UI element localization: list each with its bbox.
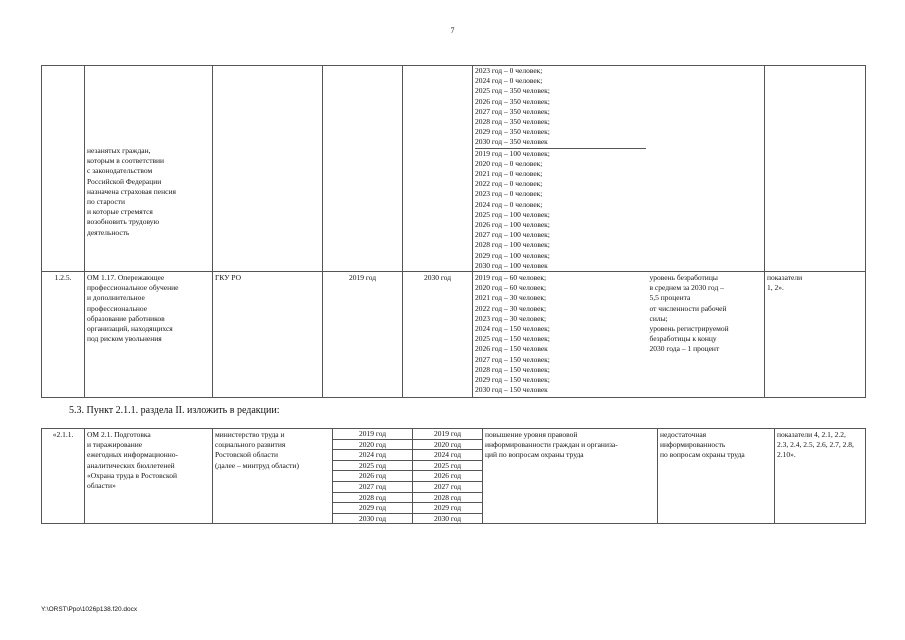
- text-line: уровень регистрируемой: [649, 324, 729, 334]
- text-line: 2027 год – 150 человек;: [475, 354, 550, 364]
- cell-executor: ГКУ РО: [213, 272, 323, 397]
- text-line: 2023 год – 0 человек;: [475, 66, 543, 75]
- text-line: незанятых граждан,: [87, 146, 151, 155]
- text-line: с законодательством: [87, 166, 153, 176]
- values-top: [475, 66, 646, 149]
- year-line: 2019 год: [413, 429, 482, 440]
- text-line: профессиональное: [87, 303, 148, 313]
- text-line: ОМ 2.1. Подготовка: [87, 430, 151, 439]
- cell-indicators: [765, 66, 866, 272]
- text-line: показатели: [767, 273, 803, 283]
- text-line: и тиражирование: [87, 440, 143, 450]
- cell-num: [42, 66, 85, 272]
- text-line: ежегодных информационно-: [87, 450, 179, 460]
- text-line: под риском увольнения: [87, 334, 162, 344]
- text-line: образование работников: [87, 313, 165, 323]
- cell-start-years: [333, 429, 413, 524]
- year-line: 2026 год: [333, 471, 412, 482]
- text-line: 2021 год – 30 человек;: [475, 293, 547, 303]
- text-line: аналитических бюллетеней: [87, 460, 175, 470]
- text-line: деятельность: [87, 227, 130, 237]
- text-line: ций по вопросам охраны труда: [485, 450, 584, 460]
- cell-end: [403, 66, 473, 272]
- year-line: 2026 год: [413, 471, 482, 482]
- year-line: 2029 год: [333, 503, 412, 514]
- year-line: 2020 год: [413, 440, 482, 451]
- text-line: 2019 год – 60 человек;: [475, 273, 547, 283]
- text-line: Ростовской области: [215, 450, 278, 460]
- year-line: 2027 год: [413, 482, 482, 493]
- text-line: уровень безработицы: [649, 273, 718, 283]
- text-line: по старости: [87, 197, 125, 207]
- cell-start: 2019 год: [323, 272, 403, 397]
- cell-indicators: [775, 429, 866, 524]
- text-line: которым в соответствии: [87, 156, 165, 166]
- cell-num: «2.1.1.: [42, 429, 85, 524]
- text-line: 2.3, 2.4, 2.5, 2.6, 2.7, 2.8,: [777, 440, 854, 450]
- text-line: в среднем за 2030 год –: [649, 283, 724, 293]
- text-line: назначена страховая пенсия: [87, 186, 176, 196]
- text-line: 2027 год – 350 человек;: [475, 106, 550, 116]
- text-line: 2024 год – 150 человек;: [475, 324, 550, 334]
- text-line: и которые стремятся: [87, 207, 153, 217]
- text-line: 2030 год – 350 человек: [475, 137, 548, 147]
- text-line: Российской Федерации: [87, 176, 162, 186]
- text-line: 2030 год – 100 человек: [475, 260, 548, 270]
- text-line: 2026 год – 100 человек;: [475, 220, 550, 230]
- text-line: показатели 4, 2.1, 2.2,: [777, 430, 846, 439]
- text-line: 2020 год – 60 человек;: [475, 283, 547, 293]
- year-line: 2020 год: [333, 440, 412, 451]
- cell-start: [323, 66, 403, 272]
- text-line: 2023 год – 0 человек;: [475, 189, 543, 199]
- text-line: 2026 год – 350 человек;: [475, 96, 550, 106]
- text-line: 2024 год – 0 человек;: [475, 76, 543, 86]
- text-line: и дополнительное: [87, 293, 145, 303]
- text-line: профессиональное обучение: [87, 283, 179, 293]
- text-line: по вопросам охраны труда: [660, 450, 745, 460]
- year-line: 2030 год: [433, 513, 462, 523]
- text-line: 2025 год – 350 человек;: [475, 86, 550, 96]
- text-line: повышение уровня правовой: [485, 430, 578, 439]
- text-line: 2.10».: [777, 450, 796, 460]
- text-line: 2029 год – 100 человек;: [475, 250, 550, 260]
- cell-executor: [213, 429, 333, 524]
- text-line: ОМ 1.17. Опережающее: [87, 273, 165, 283]
- text-line: 2028 год – 350 человек;: [475, 117, 550, 127]
- measures-table-new: [41, 428, 866, 524]
- year-line: 2024 год: [413, 450, 482, 461]
- measures-table-continued: [41, 65, 866, 398]
- text-line: 2029 год – 350 человек;: [475, 127, 550, 137]
- text-line: «Охрана труда в Ростовской: [87, 470, 177, 480]
- cell-end-years: [413, 429, 483, 524]
- year-line: 2025 год: [413, 461, 482, 472]
- cell-result: [648, 272, 765, 397]
- year-line: 2027 год: [333, 482, 412, 493]
- text-line: (далее – минтруд области): [215, 460, 299, 470]
- text-line: информированность: [660, 440, 726, 450]
- cell-name: [85, 429, 213, 524]
- cell-values: [473, 272, 648, 397]
- year-line: 2028 год: [333, 493, 412, 504]
- table-row: [42, 272, 866, 397]
- text-line: 2024 год – 0 человек;: [475, 199, 543, 209]
- text-line: 2025 год – 100 человек;: [475, 209, 550, 219]
- text-line: 2028 год – 100 человек;: [475, 240, 550, 250]
- cell-values: [473, 66, 765, 272]
- text-line: 1, 2».: [767, 283, 784, 293]
- text-line: 2026 год – 150 человек: [475, 344, 548, 354]
- cell-subject: [85, 66, 213, 272]
- text-line: 2022 год – 0 человек;: [475, 179, 543, 189]
- text-line: 2029 год – 150 человек;: [475, 375, 550, 385]
- text-line: возобновить трудовую: [87, 217, 160, 227]
- text-line: 2027 год – 100 человек;: [475, 230, 550, 240]
- year-line: 2030 год: [358, 513, 387, 523]
- text-line: 2030 год – 150 человек: [475, 385, 548, 395]
- text-line: 5,5 процента: [649, 293, 691, 303]
- text-line: 2023 год – 30 человек;: [475, 313, 547, 323]
- text-line: 2020 год – 0 человек;: [475, 158, 543, 168]
- cell-consequence: [658, 429, 775, 524]
- year-line: 2029 год: [413, 503, 482, 514]
- year-line: 2028 год: [413, 493, 482, 504]
- text-line: 2019 год – 100 человек;: [475, 148, 550, 158]
- table-row: [42, 66, 866, 272]
- text-line: информированности граждан и организа-: [485, 440, 618, 450]
- text-line: области»: [87, 481, 116, 491]
- file-path-footer: Y:\ORST\Ppo\1026p138.f20.docx: [41, 606, 138, 613]
- year-line: 2025 год: [333, 461, 412, 472]
- text-line: организаций, находящихся: [87, 324, 173, 334]
- text-line: 2025 год – 150 человек;: [475, 334, 550, 344]
- cell-result: [483, 429, 658, 524]
- text-line: безработицы к концу: [649, 334, 717, 344]
- section-heading: 5.3. Пункт 2.1.1. раздела II. изложить в редакции:: [69, 405, 280, 416]
- year-line: 2024 год: [333, 450, 412, 461]
- cell-num: 1.2.5.: [42, 272, 85, 397]
- text-line: министерство труда и: [215, 430, 285, 439]
- year-line: 2019 год: [333, 429, 412, 440]
- cell-indicators: [765, 272, 866, 397]
- text-line: от численности рабочей: [649, 303, 727, 313]
- text-line: недостаточная: [660, 430, 707, 439]
- text-line: 2030 года – 1 процент: [649, 344, 720, 354]
- text-line: силы;: [649, 313, 668, 323]
- text-line: 2021 год – 0 человек;: [475, 169, 543, 179]
- cell-name: [85, 272, 213, 397]
- page-number: 7: [450, 26, 455, 35]
- text-line: 2022 год – 30 человек;: [475, 303, 547, 313]
- values-bottom: [475, 149, 762, 271]
- cell-end: 2030 год: [403, 272, 473, 397]
- text-line: социального развития: [215, 440, 286, 450]
- table-row: [42, 429, 866, 524]
- text-line: 2028 год – 150 человек;: [475, 364, 550, 374]
- cell-executor: [213, 66, 323, 272]
